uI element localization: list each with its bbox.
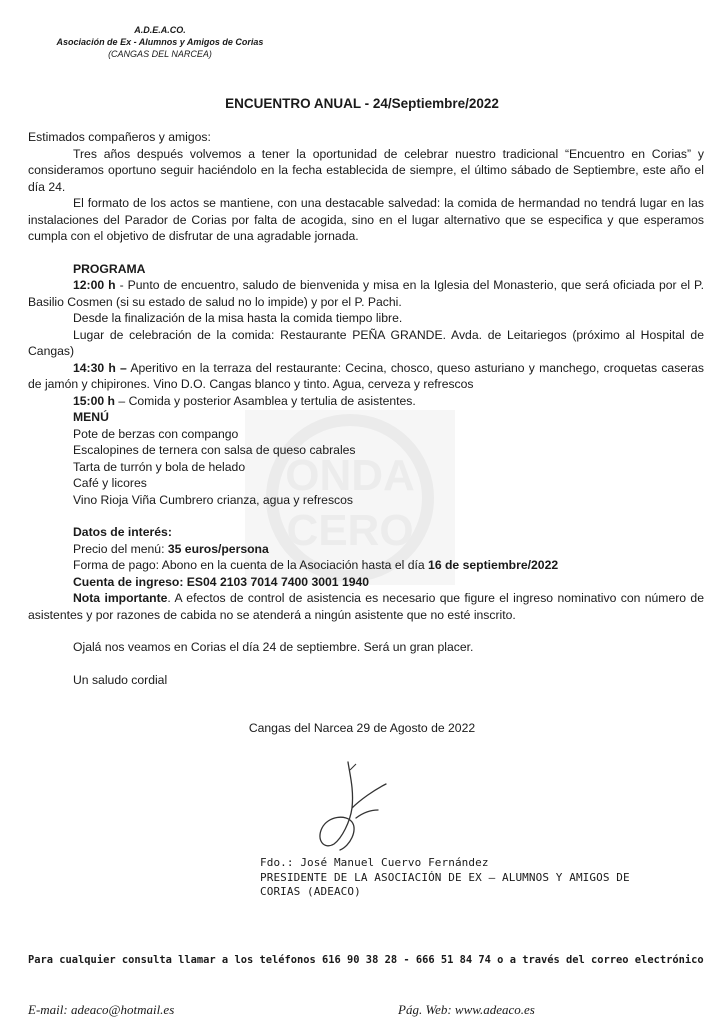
greeting: Estimados compañeros y amigos:	[28, 130, 211, 144]
watermark-word-1: ONDA	[285, 451, 415, 500]
precio-line: Precio del menú: 35 euros/persona	[73, 541, 269, 556]
org-short-name: A.D.E.A.CO.	[134, 25, 186, 35]
paragraph-2: El formato de los actos se mantiene, con una destacable salvedad: la comida de hermandad no tendrá lugar en las instalaciones del Parador de Corias por falta de acogida, sino en el lugar alternativo que se especifica y que esperamos cumpla con el objetivo de disfrutar de una agradable jornada.	[28, 196, 704, 243]
cuenta-line: Cuenta de ingreso: ES04 2103 7014 7400 3001 1940	[73, 574, 370, 589]
footer-web[interactable]: Pág. Web: www.adeaco.es	[398, 1002, 535, 1017]
menu-heading: MENÚ	[73, 410, 109, 424]
menu-item: Vino Rioja Viña Cumbrero crianza, agua y refrescos	[73, 492, 354, 507]
closing-2: Un saludo cordial	[73, 672, 168, 687]
closing-1: Ojalá nos veamos en Corias el día 24 de septiembre. Será un gran placer.	[73, 640, 474, 654]
programa-item-2: 14:30 h – Aperitivo en la terraza del restaurante: Cecina, chosco, queso asturiano y manchego, croquetas caseras de jamón y chipirones. Vino D.O. Cangas blanco y tinto. Agua, cerveza y refrescos	[28, 360, 704, 391]
programa-item-3: 15:00 h – Comida y posterior Asamblea y tertulia de asistentes.	[73, 393, 416, 408]
signatory-role: CORIAS (ADEACO)	[260, 885, 361, 898]
contact-info: Para cualquier consulta llamar a los teléfonos 616 90 38 28 - 666 51 84 74 o a través del correo electrónico	[28, 954, 704, 966]
signatory-block	[260, 856, 630, 900]
document-title: ENCUENTRO ANUAL - 24/Septiembre/2022	[225, 96, 499, 111]
handwritten-signature	[290, 760, 430, 860]
programa-line-3: Lugar de celebración de la comida: Restaurante PEÑA GRANDE. Avda. de Leitariegos (próximo al Hospital de Cangas)	[28, 327, 704, 358]
programa-line-2: Desde la finalización de la misa hasta la comida tiempo libre.	[73, 311, 403, 325]
city-date: Cangas del Narcea 29 de Agosto de 2022	[248, 721, 476, 735]
footer-email[interactable]: E-mail: adeaco@hotmail.es	[28, 1002, 175, 1017]
menu-item: Pote de berzas con compango	[73, 426, 239, 441]
menu-item: Tarta de turrón y bola de helado	[73, 459, 246, 474]
letter-body	[28, 129, 704, 688]
menu-item: Café y licores	[73, 476, 147, 490]
programa-item-1: 12:00 h - Punto de encuentro, saludo de bienvenida y misa en la Iglesia del Monasterio, que será oficiada por el P. Basilio Cosmen (si su estado de salud no lo impide) y por el P. Pachi.	[28, 278, 704, 309]
nota-importante: Nota importante. A efectos de control de asistencia es necesario que figure el ingreso nominativo con número de asistentes y por razones de cabida no se atenderá a ningún asistente que no esté inscrito.	[28, 591, 704, 622]
programa-heading: PROGRAMA	[73, 261, 146, 276]
org-full-name: Asociación de Ex - Alumnos y Amigos de Corias	[56, 37, 264, 47]
watermark-word-2: CERO	[286, 506, 414, 555]
signatory-role: PRESIDENTE DE LA ASOCIACIÓN DE EX – ALUMNOS Y AMIGOS DE	[260, 870, 630, 884]
letterhead	[40, 24, 280, 60]
pago-line: Forma de pago: Abono en la cuenta de la Asociación hasta el día 16 de septiembre/2022	[73, 558, 559, 572]
paragraph-1: Tres años después volvemos a tener la oportunidad de celebrar nuestro tradicional “Encuentro en Corias” y consideramos oportuno seguir haciéndolo en la fecha establecida de siempre, el último sábado de Septiembre, este año el día 24.	[28, 146, 704, 194]
menu-item: Escalopines de ternera con salsa de queso cabrales	[73, 443, 356, 457]
org-place: (CANGAS DEL NARCEA)	[108, 49, 212, 59]
signatory-name: Fdo.: José Manuel Cuervo Fernández	[260, 856, 489, 869]
datos-heading: Datos de interés:	[73, 525, 172, 539]
